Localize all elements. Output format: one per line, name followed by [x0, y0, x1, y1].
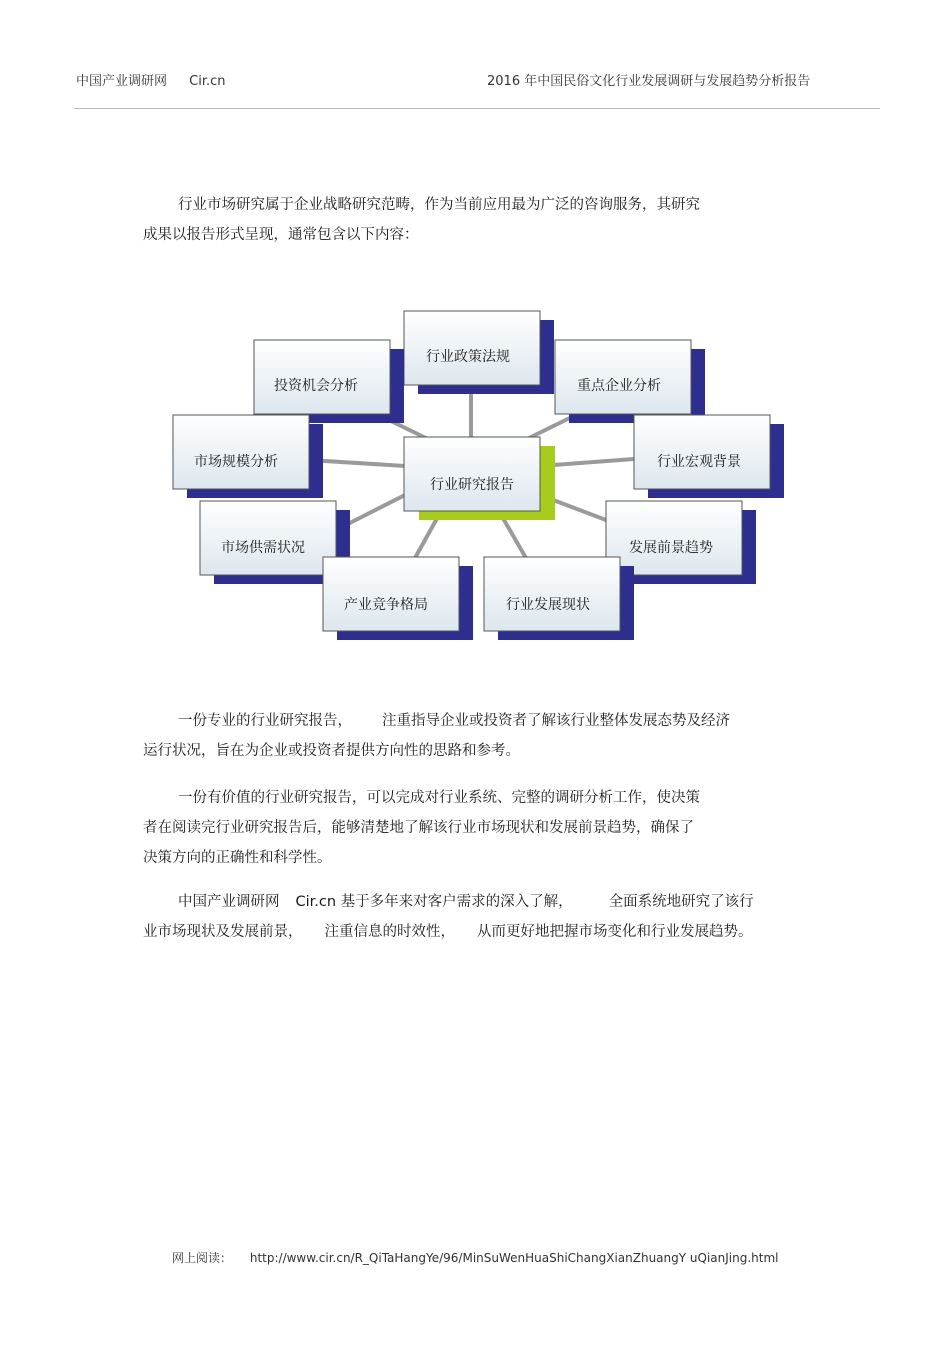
footer-url-link[interactable]: http://www.cir.cn/R_QiTaHangYe/96/MinSuWenHuaShiChangXianZhuangY uQianJing.html — [249, 1251, 779, 1265]
node-macro-background-label: 行业宏观背景 — [657, 454, 741, 470]
node-competition-label: 产业竞争格局 — [344, 597, 428, 613]
node-development-status-box — [484, 557, 620, 631]
node-investment-label: 投资机会分析 — [274, 378, 358, 394]
node-supply-demand-box — [200, 501, 336, 575]
p3-line-1b: Cir.cn 基于多年来对客户需求的深入了解， — [295, 894, 573, 910]
report-title: 2016 年中国民俗文化行业发展调研与发展趋势分析报告 — [487, 74, 811, 89]
node-competition — [323, 557, 473, 640]
p3-line-2b: 注重信息的时效性， — [324, 924, 455, 940]
node-key-enterprise-label: 重点企业分析 — [577, 378, 661, 394]
node-market-size-box — [173, 415, 309, 489]
footer-label: 网上阅读： — [172, 1251, 233, 1265]
node-policy-box — [404, 311, 540, 385]
center-label: 行业研究报告 — [430, 477, 514, 493]
node-investment-box — [254, 340, 390, 414]
node-prospect-trend-label: 发展前景趋势 — [629, 540, 713, 556]
paragraph-2 — [143, 783, 803, 873]
node-key-enterprise — [555, 340, 705, 423]
center-box — [404, 437, 540, 511]
diagram-center-node — [404, 437, 555, 520]
node-market-size — [173, 415, 323, 498]
p3-line-2c: 从而更好地把握市场变化和行业发展趋势。 — [477, 924, 753, 940]
p1-line-1a: 一份专业的行业研究报告， — [178, 713, 352, 729]
intro-line-1: 行业市场研究属于企业战略研究范畴，作为当前应用最为广泛的咨询服务，其研究 — [178, 197, 700, 213]
node-competition-box — [323, 557, 459, 631]
node-market-size-label: 市场规模分析 — [194, 454, 278, 470]
site-domain: Cir.cn — [189, 74, 226, 89]
paragraph-1 — [143, 706, 803, 766]
node-development-status — [484, 557, 634, 640]
node-policy — [404, 311, 554, 394]
node-development-status-label: 行业发展现状 — [506, 597, 590, 613]
node-key-enterprise-box — [555, 340, 691, 414]
intro-line-2: 成果以报告形式呈现，通常包含以下内容： — [143, 227, 419, 243]
p3-line-1c: 全面系统地研究了该行 — [608, 894, 754, 910]
footer — [172, 1249, 779, 1266]
p3-line-1a: 中国产业调研网 — [178, 894, 280, 910]
node-prospect-trend-box — [606, 501, 742, 575]
node-macro-background-box — [634, 415, 770, 489]
p2-line-2: 者在阅读完行业研究报告后，能够清楚地了解该行业市场现状和发展前景趋势，确保了 — [143, 820, 694, 836]
node-investment — [254, 340, 404, 423]
node-policy-label: 行业政策法规 — [426, 349, 510, 365]
p3-line-2a: 业市场现状及发展前景， — [143, 924, 303, 940]
p1-line-1b: 注重指导企业或投资者了解该行业整体发展态势及经济 — [382, 713, 730, 729]
p2-line-3: 决策方向的正确性和科学性。 — [143, 850, 332, 866]
node-macro-background — [634, 415, 784, 498]
connector-market-size — [309, 460, 405, 466]
node-supply-demand-label: 市场供需状况 — [221, 540, 305, 556]
p1-line-2: 运行状况，旨在为企业或投资者提供方向性的思路和参考。 — [143, 743, 520, 759]
site-name: 中国产业调研网 — [76, 74, 168, 89]
p2-line-1: 一份有价值的行业研究报告，可以完成对行业系统、完整的调研分析工作，使决策 — [178, 790, 700, 806]
paragraph-3 — [143, 887, 823, 947]
